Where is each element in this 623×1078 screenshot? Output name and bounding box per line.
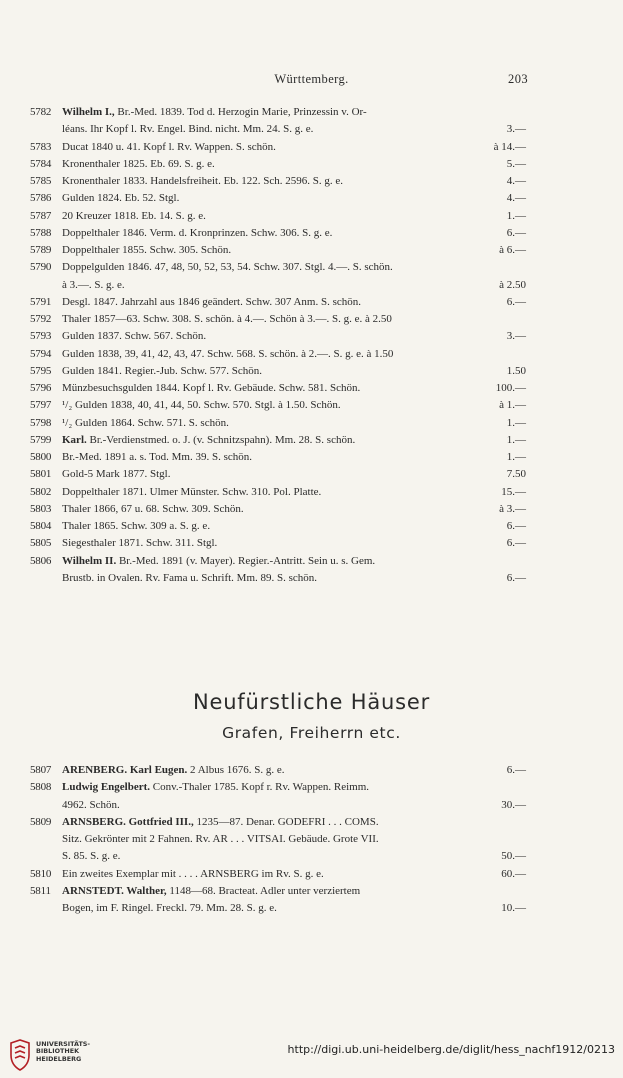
description: Gulden 1838, 39, 41, 42, 43, 47. Schw. 568. S. schön. à 2.—. S. g. e. à 1.50 [62, 347, 394, 360]
catalog-entry [30, 363, 526, 380]
entry-line [30, 814, 526, 831]
entry-text [62, 814, 526, 831]
price: 1.50 [506, 364, 526, 377]
price: 3.— [506, 330, 526, 343]
ruler-name: ARNSBERG. Gottfried III., [62, 815, 194, 828]
description: Br.-Med. 1891 a. s. Tod. Mm. 39. S. schön. [62, 451, 253, 463]
entry-text [62, 397, 491, 414]
entry-text [62, 415, 499, 432]
catalog-entry [30, 415, 526, 432]
entry-line [30, 156, 526, 173]
description: Ein zweites Exemplar mit . . . . ARNSBERG im Rv. S. g. e. [62, 867, 324, 880]
price: 6.— [506, 295, 526, 308]
entry-text [62, 259, 526, 276]
ruler-name: ARENBERG. Karl Eugen. [62, 764, 188, 776]
price: 4.— [506, 175, 526, 187]
description: Thaler 1865. Schw. 309 a. S. g. e. [62, 520, 211, 532]
entry-line [30, 259, 526, 276]
entry-line [30, 900, 526, 917]
entry-line [30, 397, 526, 414]
description: Gold-5 Mark 1877. Stgl. [62, 468, 171, 481]
entry-line [30, 380, 526, 397]
description: 2 Albus 1676. S. g. e. [187, 764, 285, 776]
catalog-entry [30, 139, 526, 156]
entry-text [62, 208, 499, 225]
lot-number: 5807 [30, 764, 52, 776]
description: Brustb. in Ovalen. Rv. Fama u. Schrift. Mm. 89. S. schön. [62, 571, 318, 584]
description: Br.-Med. 1891 (v. Mayer). Regier.-Antritt. Sein u. s. Gem. [116, 554, 376, 567]
entry-text [62, 190, 499, 207]
entry-text [62, 156, 499, 173]
price: 30.— [501, 798, 526, 811]
entry-text [62, 346, 526, 363]
lot-number: 5788 [30, 226, 52, 239]
price: 15.— [501, 485, 526, 498]
price: 50.— [501, 850, 526, 863]
entry-line [30, 518, 526, 535]
entry-line [30, 432, 526, 449]
description: Br.-Med. 1839. Tod d. Herzogin Marie, Prinzessin v. Or- [114, 106, 367, 118]
entry-line [30, 797, 526, 814]
lot-number: 5792 [30, 313, 52, 325]
price: à 14.— [493, 140, 526, 153]
lot-number: 5782 [30, 106, 52, 118]
logo-text [36, 1041, 90, 1063]
price: 1.— [506, 433, 526, 446]
entry-line [30, 225, 526, 242]
entry-text [62, 883, 526, 900]
lot-number: 5785 [30, 175, 52, 187]
price: 3.— [506, 123, 526, 136]
price: 6.— [506, 226, 526, 239]
catalog-entry [30, 466, 526, 483]
footer [0, 1035, 623, 1078]
entry-line [30, 762, 526, 779]
catalog-entry [30, 156, 526, 173]
price: 6.— [506, 571, 526, 584]
description: 1148—68. Bracteat. Adler unter verziertem [166, 884, 361, 897]
ruler-name: ARNSTEDT. Walther, [62, 884, 167, 897]
entry-text [62, 570, 499, 587]
ruler-name: Karl. [62, 433, 87, 446]
description: Doppelthaler 1846. Verm. d. Kronprinzen. Schw. 306. S. g. e. [62, 226, 333, 239]
description: Gulden 1837. Schw. 567. Schön. [62, 330, 207, 343]
catalog-entry [30, 311, 526, 328]
entry-text [62, 831, 526, 848]
description: léans. Ihr Kopf l. Rv. Engel. Bind. nicht. Mm. 24. S. g. e. [62, 123, 314, 136]
description: Münzbesuchsgulden 1844. Kopf l. Rv. Gebäude. Schw. 581. Schön. [62, 382, 361, 394]
section-title: Neufürstliche Häuser [192, 690, 431, 714]
price: 1.— [506, 451, 526, 463]
catalog-entry [30, 346, 526, 363]
lot-number: 5795 [30, 364, 52, 377]
entry-text [62, 535, 499, 552]
entry-text [62, 848, 493, 865]
entry-text [62, 277, 491, 294]
lot-number: 5810 [30, 867, 52, 880]
catalog-entry [30, 104, 526, 139]
lot-number: 5790 [30, 261, 52, 274]
price: 6.— [506, 520, 526, 532]
page-title: Württemberg. [274, 72, 349, 86]
catalog-entry [30, 225, 526, 242]
entry-text [62, 900, 493, 917]
entry-line [30, 121, 526, 138]
lot-number: 5802 [30, 485, 52, 498]
catalog-entry [30, 883, 526, 918]
entry-line [30, 190, 526, 207]
lot-number: 5811 [30, 884, 51, 897]
entry-list-wuerttemberg [30, 104, 526, 587]
price: 100.— [495, 382, 526, 394]
lot-number: 5803 [30, 502, 52, 515]
catalog-entry [30, 762, 526, 779]
price: 60.— [501, 867, 526, 880]
lot-number: 5793 [30, 330, 52, 343]
catalog-entry [30, 242, 526, 259]
entry-text [62, 294, 499, 311]
entry-text [62, 225, 499, 242]
entry-line [30, 883, 526, 900]
entry-text [62, 866, 493, 883]
entry-text [62, 466, 499, 483]
entry-line [30, 848, 526, 865]
price: 1.— [506, 209, 526, 222]
catalog-entry [30, 173, 526, 190]
description: Siegesthaler 1871. Schw. 311. Stgl. [62, 537, 218, 550]
catalog-entry [30, 328, 526, 345]
entry-line [30, 294, 526, 311]
catalog-entry [30, 294, 526, 311]
entry-text [62, 104, 526, 121]
lot-number: 5794 [30, 347, 52, 360]
lot-number: 5786 [30, 192, 52, 205]
entry-line [30, 501, 526, 518]
lot-number: 5783 [30, 140, 52, 153]
entry-text [62, 242, 491, 259]
lot-number: 5798 [30, 416, 52, 429]
description: Conv.-Thaler 1785. Kopf r. Rv. Wappen. Reimm. [150, 781, 369, 794]
description: Doppelgulden 1846. 47, 48, 50, 52, 53, 54. Schw. 307. Stgl. 4.—. S. schön. [62, 261, 393, 274]
description: 20 Kreuzer 1818. Eb. 14. S. g. e. [62, 209, 206, 222]
entry-text [62, 121, 499, 138]
logo-line: BIBLIOTHEK [36, 1047, 80, 1056]
catalog-entry [30, 432, 526, 449]
entry-text [62, 139, 486, 156]
logo-line: UNIVERSITÄTS- [36, 1040, 91, 1048]
entry-text [62, 432, 499, 449]
catalog-entry [30, 501, 526, 518]
price: à 6.— [499, 244, 526, 256]
lot-number: 5800 [30, 451, 52, 463]
description: à 3.—. S. g. e. [62, 278, 125, 291]
entry-line [30, 831, 526, 848]
entry-line [30, 104, 526, 121]
entry-line [30, 311, 526, 328]
entry-line [30, 449, 526, 466]
catalog-entry [30, 190, 526, 207]
lot-number: 5796 [30, 382, 52, 394]
description: Doppelthaler 1871. Ulmer Münster. Schw. 310. Pol. Platte. [62, 485, 322, 498]
entry-line [30, 553, 526, 570]
lot-number: 5797 [30, 399, 52, 412]
entry-line [30, 415, 526, 432]
catalog-entry [30, 449, 526, 466]
description: Ducat 1840 u. 41. Kopf l. Rv. Wappen. S. schön. [62, 140, 276, 153]
entry-list-neufuerstliche-haeuser [30, 762, 526, 917]
description: S. 85. S. g. e. [62, 850, 121, 863]
catalog-entry [30, 484, 526, 501]
entry-text [62, 380, 488, 397]
lot-number: 5791 [30, 295, 52, 308]
price: 5.— [506, 157, 526, 170]
ruler-name: Wilhelm II. [62, 554, 117, 567]
entry-text [62, 363, 499, 380]
entry-line [30, 173, 526, 190]
page-number: 203 [508, 72, 528, 86]
description: 1235—87. Denar. GODEFRI . . . COMS. [193, 815, 379, 828]
entry-text [62, 449, 499, 466]
ruler-name: Ludwig Engelbert. [62, 781, 151, 794]
entry-text [62, 762, 499, 779]
lot-number: 5801 [30, 468, 52, 481]
entry-line [30, 484, 526, 501]
description: Desgl. 1847. Jahrzahl aus 1846 geändert. Schw. 307 Anm. S. schön. [62, 295, 361, 308]
lot-number: 5808 [30, 781, 52, 794]
entry-line [30, 535, 526, 552]
entry-line [30, 277, 526, 294]
entry-line [30, 346, 526, 363]
description: Gulden 1824. Eb. 52. Stgl. [62, 192, 180, 205]
section-subtitle: Grafen, Freiherrn etc. [222, 724, 401, 742]
lot-number: 5805 [30, 537, 52, 550]
lot-number: 5787 [30, 209, 52, 222]
price: 7.50 [506, 468, 526, 481]
entry-text [62, 311, 526, 328]
entry-text [62, 518, 499, 535]
lot-number: 5799 [30, 433, 52, 446]
price: à 1.— [499, 399, 526, 412]
price: à 2.50 [499, 278, 526, 291]
entry-line [30, 779, 526, 796]
catalog-entry [30, 397, 526, 414]
entry-line [30, 139, 526, 156]
catalog-entry [30, 208, 526, 225]
description: ¹/₂ Gulden 1864. Schw. 571. S. schön. [62, 416, 229, 429]
library-logo[interactable] [8, 1039, 118, 1075]
catalog-entry [30, 380, 526, 397]
lot-number: 5809 [30, 815, 52, 828]
logo-line: HEIDELBERG [36, 1054, 82, 1063]
entry-line [30, 242, 526, 259]
entry-line [30, 570, 526, 587]
price: 6.— [506, 764, 526, 776]
description: Kronenthaler 1825. Eb. 69. S. g. e. [62, 157, 215, 170]
description: ¹/₂ Gulden 1838, 40, 41, 44, 50. Schw. 570. Stgl. à 1.50. Schön. [62, 399, 341, 412]
entry-line [30, 208, 526, 225]
lot-number: 5784 [30, 157, 52, 170]
catalog-entry [30, 259, 526, 294]
description: Br.-Verdienstmed. o. J. (v. Schnitzspahn). Mm. 28. S. schön. [86, 433, 356, 446]
price: à 3.— [499, 502, 526, 515]
library-crest-icon [8, 1039, 32, 1071]
description: 4962. Schön. [62, 798, 120, 811]
entry-text [62, 173, 499, 190]
entry-line [30, 866, 526, 883]
description: Bogen, im F. Ringel. Freckl. 79. Mm. 28. S. g. e. [62, 902, 277, 914]
source-url[interactable]: http://digi.ub.uni-heidelberg.de/diglit/hess_nachf1912/0213 [287, 1043, 615, 1056]
price: 6.— [506, 537, 526, 550]
entry-text [62, 779, 526, 796]
description: Sitz. Gekrönter mit 2 Fahnen. Rv. AR . . . VITSAI. Gebäude. Grote VII. [62, 833, 379, 845]
ruler-name: Wilhelm I., [62, 106, 115, 118]
catalog-entry [30, 866, 526, 883]
entry-line [30, 466, 526, 483]
description: Doppelthaler 1855. Schw. 305. Schön. [62, 244, 232, 256]
lot-number: 5804 [30, 520, 52, 532]
price: 10.— [501, 902, 526, 914]
lot-number: 5789 [30, 244, 52, 256]
price: 4.— [506, 192, 526, 205]
description: Kronenthaler 1833. Handelsfreiheit. Eb. 122. Sch. 2596. S. g. e. [62, 175, 344, 187]
price: 1.— [506, 416, 526, 429]
catalog-entry [30, 553, 526, 588]
catalog-entry [30, 535, 526, 552]
catalog-entry [30, 814, 526, 866]
catalog-entry [30, 779, 526, 814]
catalog-entry [30, 518, 526, 535]
description: Gulden 1841. Regier.-Jub. Schw. 577. Schön. [62, 364, 263, 377]
entry-text [62, 328, 499, 345]
entry-line [30, 363, 526, 380]
entry-text [62, 501, 491, 518]
description: Thaler 1866, 67 u. 68. Schw. 309. Schön. [62, 502, 244, 515]
lot-number: 5806 [30, 554, 52, 567]
entry-text [62, 553, 526, 570]
entry-text [62, 797, 493, 814]
description: Thaler 1857—63. Schw. 308. S. schön. à 4.—. Schön à 3.—. S. g. e. à 2.50 [62, 313, 392, 325]
entry-line [30, 328, 526, 345]
entry-text [62, 484, 493, 501]
